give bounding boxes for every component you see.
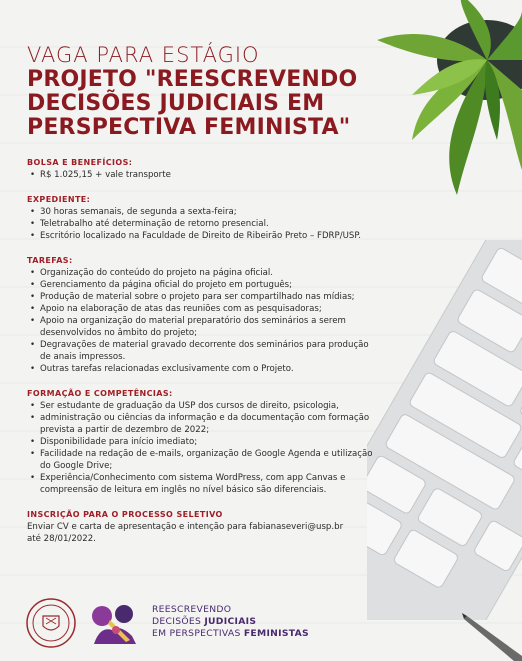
list-item: • Outras tarefas relacionadas exclusivamente com o Projeto. xyxy=(40,363,382,375)
section-title: BOLSA E BENEFÍCIOS: xyxy=(27,158,133,167)
list-item: • Degravações de material gravado decorrente dos seminários para produção de anais impressos. xyxy=(40,339,382,363)
list-item: • Facilidade na redação de e-mails, organização de Google Agenda e utilização do Google Drive; xyxy=(40,448,382,472)
list-item: • Organização do conteúdo do projeto na página oficial. xyxy=(40,267,382,279)
list-item: • Disponibilidade para início imediato; xyxy=(40,436,382,448)
headline-line-1: PROJETO "REESCREVENDO xyxy=(27,67,358,92)
project-name xyxy=(152,604,309,640)
list-item: • Gerenciamento da página oficial do projeto em português; xyxy=(40,279,382,291)
list-item: • Apoio na elaboração de atas das reuniões com as pesquisadoras; xyxy=(40,303,382,315)
headline xyxy=(27,68,382,140)
headline-line-3: PERSPECTIVA FEMINISTA" xyxy=(27,115,351,140)
section-inscricao xyxy=(27,510,382,545)
section-title: EXPEDIENTE: xyxy=(27,195,91,204)
eyebrow-title: VAGA PARA ESTÁGIO xyxy=(27,43,260,67)
application-instructions: Enviar CV e carta de apresentação e intenção para fabianaseveri@usp.br xyxy=(27,522,344,532)
project-name-line-3 xyxy=(152,628,309,640)
keyboard-image xyxy=(367,240,522,620)
section-bolsa xyxy=(27,158,382,181)
project-name-line-1: REESCREVENDO xyxy=(152,604,232,615)
university-seal-icon xyxy=(26,598,76,648)
list-item: • Apoio na organização do material preparatório dos seminários a serem desenvolvidos no âmbito do projeto; xyxy=(40,315,382,339)
project-name-bold: JUDICIAIS xyxy=(204,616,257,627)
section-formacao xyxy=(27,389,382,496)
footer-logos xyxy=(26,598,346,650)
list-item: • Experiência/Conhecimento com sistema WordPress, com app Canvas e compreensão de leitura em inglês no nível básico são diferenciais. xyxy=(40,472,382,496)
application-deadline: até 28/01/2022. xyxy=(27,534,96,544)
section-title: INSCRIÇÃO PARA O PROCESSO SELETIVO xyxy=(27,510,223,519)
project-name-text: DECISÕES xyxy=(152,616,205,627)
job-posting xyxy=(27,44,382,545)
project-name-line-2 xyxy=(152,616,309,628)
headline-line-2: DECISÕES JUDICIAIS EM xyxy=(27,91,325,116)
project-name-text: EM PERSPECTIVAS xyxy=(152,628,244,639)
section-title: FORMAÇÃO E COMPETÊNCIAS: xyxy=(27,389,173,398)
pencil-image xyxy=(462,611,522,661)
list-item: • Escritório localizado na Faculdade de Direito de Ribeirão Preto – FDRP/USP. xyxy=(40,230,382,242)
list-item: • 30 horas semanais, de segunda a sexta-feira; xyxy=(40,206,382,218)
list-item: • Ser estudante de graduação da USP dos cursos de direito, psicologia, xyxy=(40,400,382,412)
section-title: TAREFAS: xyxy=(27,256,73,265)
project-logo-icon xyxy=(86,600,142,646)
list-item: • Teletrabalho até determinação de retorno presencial. xyxy=(40,218,382,230)
list-item: • Produção de material sobre o projeto para ser compartilhado nas mídias; xyxy=(40,291,382,303)
list-item: • administração ou ciências da informação e da documentação com formação prevista a partir de dezembro de 2022; xyxy=(40,412,382,436)
list-item: • R$ 1.025,15 + vale transporte xyxy=(40,169,382,181)
project-name-bold: FEMINISTAS xyxy=(243,628,309,639)
section-tarefas xyxy=(27,256,382,375)
section-expediente xyxy=(27,195,382,242)
